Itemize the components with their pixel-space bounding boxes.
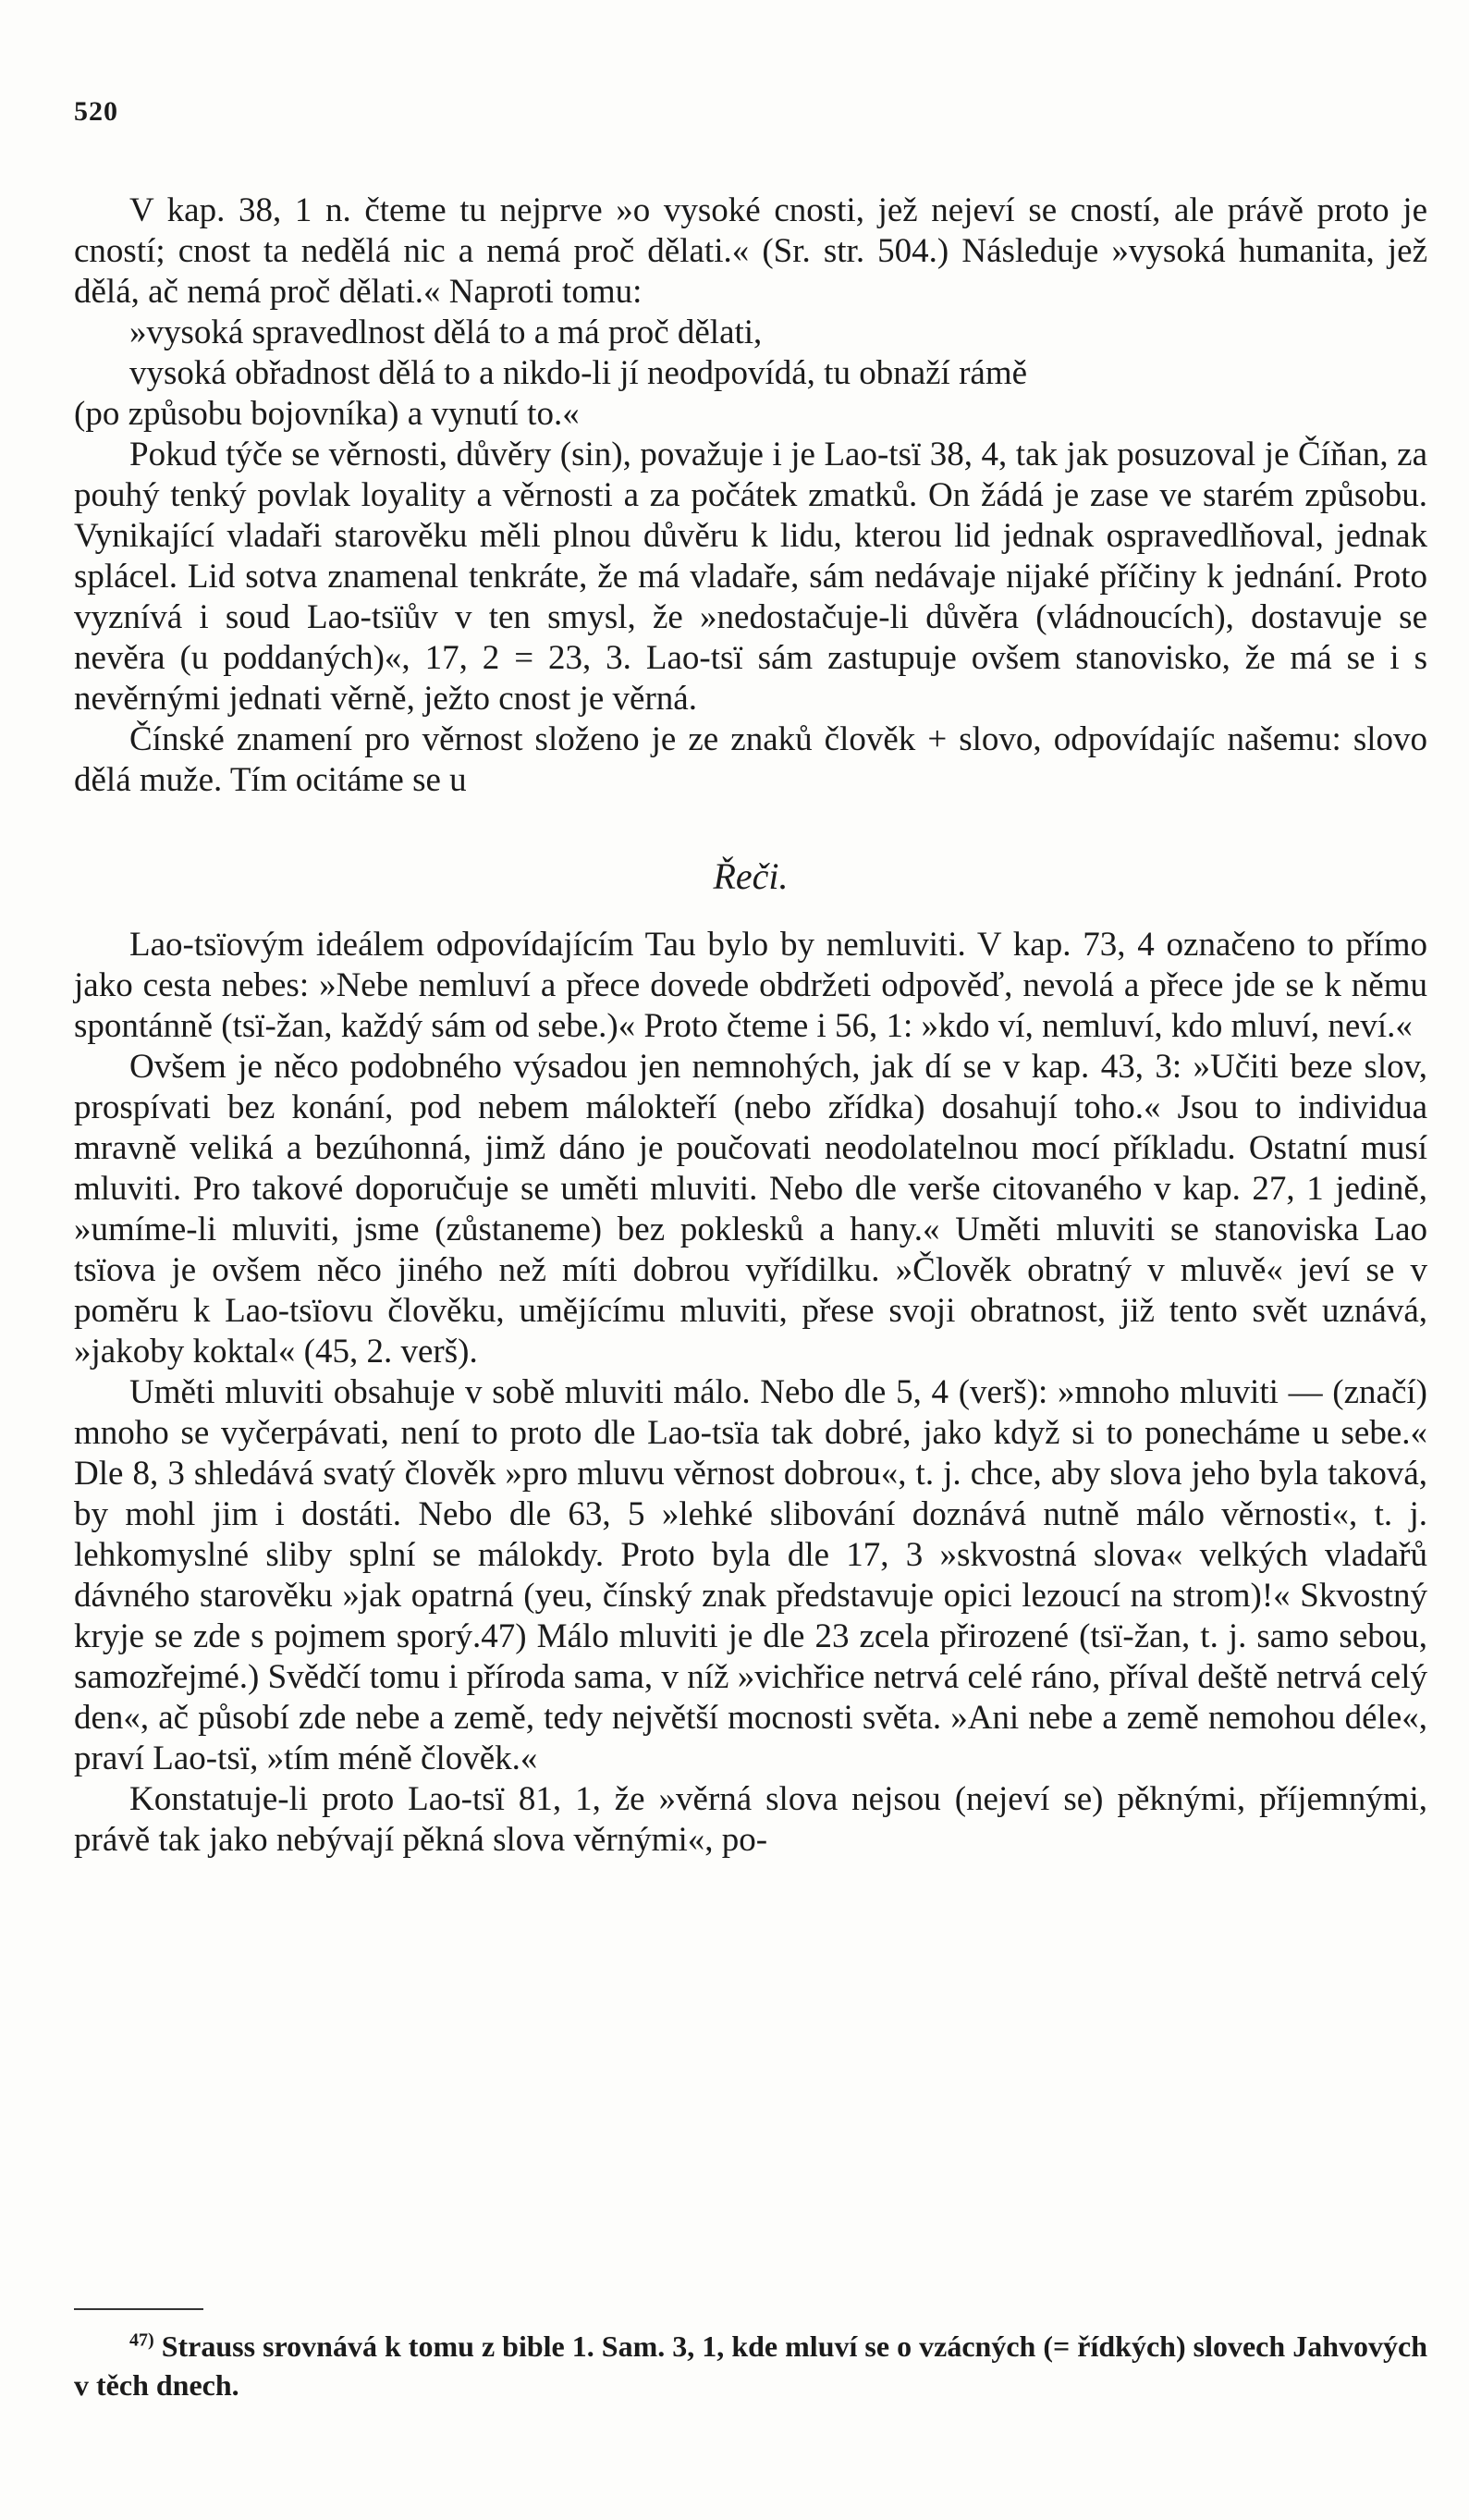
footnote-text: Strauss srovnává k tomu z bible 1. Sam. 3, 1, kde mluví se o vzácných (= řídkých) slovech Jahvových v těch dnech.: [74, 2329, 1428, 2402]
paragraph: Čínské znamení pro věrnost složeno je ze znaků člověk + slovo, odpovídajíc našemu: slovo dělá muže. Tím ocitáme se u: [74, 720, 1427, 799]
section-heading: Řeči.: [713, 855, 789, 897]
paragraph: Uměti mluviti obsahuje v sobě mluviti málo. Nebo dle 5, 4 (verš): »mnoho mluviti — (značí) mnoho se vyčerpávati, není to proto dle Lao-tsïa tak dobré, jako když si to ponecháme u sebe.« Dle 8, 3 shledává svatý člověk »pro mluvu věrnost dobrou«, t. j. chce, aby slova jeho byla taková, by mohl jim i dostáti. Nebo dle 63, 5 »lehké slibování doznává nutně málo věrnosti«, t. j. lehkomyslné sliby splní se málokdy. Proto byla dle 17, 3 »skvostná slova« velkých vladařů dávného starověku »jak opatrná (yeu, čínský znak představuje opici lezoucí na strom)!« Skvostný kryje se zde s pojmem sporý.47) Málo mluviti je dle 23 zcela přirozené (tsï-žan, t. j. samo sebou, samozřejmé.) Svědčí tomu i příroda sama, v níž »vichřice netrvá celé ráno, příval deště netrvá celý den«, ač působí zde nebe a země, tedy největší mocnosti světa. »Ani nebe a země nemohou déle«, praví Lao-tsï, »tím méně člověk.«: [74, 1373, 1427, 1777]
footnote-divider: [74, 2308, 203, 2310]
page-number: 520: [74, 96, 118, 127]
footnote-number: 47): [129, 2329, 154, 2351]
paragraph: Pokud týče se věrnosti, důvěry (sin), považuje i je Lao-tsï 38, 4, tak jak posuzoval je Číňan, za pouhý tenký povlak loyality a věrnosti a za počátek zmatků. On žádá je zase ve starém způsobu. Vynikající vladaři starověku měli plnou důvěru k lidu, kterou lid jednak ospravedlňoval, jednak splácel. Lid sotva znamenal tenkráte, že má vladaře, sám nedávaje nijaké příčiny k jednání. Proto vyznívá i soud Lao-tsïův v ten smysl, že »nedostačuje-li důvěra (vládnoucích), dostavuje se nevěra (u poddaných)«, 17, 2 = 23, 3. Lao-tsï sám zastupuje ovšem stanovisko, že má se i s nevěrnými jednati věrně, ježto cnost je věrná.: [74, 436, 1427, 718]
paragraph: Konstatuje-li proto Lao-tsï 81, 1, že »věrná slova nejsou (nejeví se) pěknými, příjemnými, právě tak jako nebývají pěkná slova věrnými«, po-: [74, 1780, 1427, 1859]
page-body: [74, 191, 1427, 1861]
paragraph: Ovšem je něco podobného výsadou jen nemnohých, jak dí se v kap. 43, 3: »Učiti beze slov, prospívati bez konání, pod nebem málokteří (nebo zřídka) dosahují toho.« Jsou to individua mravně veliká a bezúhonná, jimž dáno je poučovati neodolatelnou mocí příkladu. Ostatní musí mluviti. Pro takové doporučuje se uměti mluviti. Nebo dle verše citovaného v kap. 27, 1 jedině, »umíme-li mluviti, jsme (zůstaneme) bez poklesků a hany.« Uměti mluviti se stanoviska Lao tsïova je ovšem něco jiného než míti dobrou vyřídilku. »Člověk obratný v mluvě« jeví se v poměru k Lao-tsïovu člověku, umějícímu mluviti, přese svoji obratnost, již tento svět uznává, »jakoby koktal« (45, 2. verš).: [74, 1048, 1427, 1371]
verse-line: (po způsobu bojovníka) a vynutí to.«: [74, 395, 580, 433]
footnote: [74, 2327, 1427, 2404]
paragraph: Lao-tsïovým ideálem odpovídajícím Tau bylo by nemluviti. V kap. 73, 4 označeno to přímo jako cesta nebes: »Nebe nemluví a přece dovede obdržeti odpověď, nevolá a přece jde se k němu spontánně (tsï-žan, každý sám od sebe.)« Proto čteme i 56, 1: »kdo ví, nemluví, kdo mluví, neví.«: [74, 926, 1427, 1045]
paragraph: V kap. 38, 1 n. čteme tu nejprve »o vysoké cnosti, jež nejeví se cností, ale právě proto je cností; cnost ta nedělá nic a nemá proč dělati.« (Sr. str. 504.) Následuje »vysoká humanita, jež dělá, ač nemá proč dělati.« Naproti tomu:: [74, 191, 1427, 311]
verse-line: »vysoká spravedlnost dělá to a má proč dělati,: [129, 313, 763, 351]
verse-line: vysoká obřadnost dělá to a nikdo-li jí neodpovídá, tu obnaží rámě: [129, 354, 1028, 392]
